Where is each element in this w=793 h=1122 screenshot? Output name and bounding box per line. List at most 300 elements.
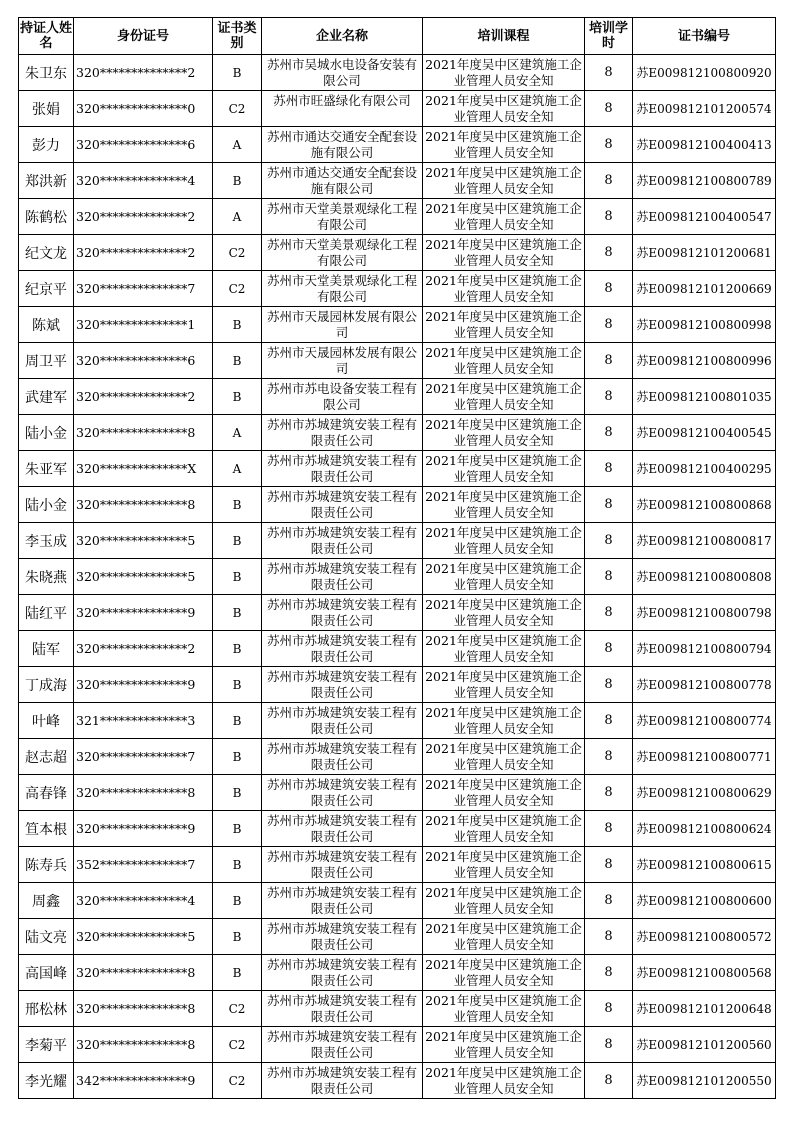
company-name-cell <box>262 559 423 595</box>
training-hours-cell: 8 <box>585 271 633 307</box>
training-course: 2021年度吴中区建筑施工企业管理人员安全知 <box>425 848 582 880</box>
holder-name-cell: 彭力 <box>19 127 74 163</box>
holder-name-cell: 陆小金 <box>19 487 74 523</box>
cert-category-cell: B <box>213 163 262 199</box>
company-name-cell <box>262 739 423 775</box>
company-name: 苏州市苏城建筑安装工程有限责任公司 <box>266 632 417 664</box>
table-row <box>19 883 776 919</box>
header-training-course: 培训课程 <box>423 18 585 55</box>
table-row <box>19 991 776 1027</box>
company-name: 苏州市苏城建筑安装工程有限责任公司 <box>266 992 417 1024</box>
company-name-cell <box>262 271 423 307</box>
company-name-cell <box>262 163 423 199</box>
company-name: 苏州市苏城建筑安装工程有限责任公司 <box>266 776 417 808</box>
table-row <box>19 847 776 883</box>
cert-number-cell: 苏E009812100800998 <box>633 307 776 343</box>
training-hours-cell: 8 <box>585 199 633 235</box>
company-name-cell <box>262 91 423 127</box>
company-name: 苏州市苏城建筑安装工程有限责任公司 <box>266 560 417 592</box>
company-name: 苏州市苏城建筑安装工程有限责任公司 <box>266 524 417 556</box>
company-name: 苏州市苏城建筑安装工程有限责任公司 <box>266 920 417 952</box>
cert-category-cell: A <box>213 199 262 235</box>
table-row <box>19 631 776 667</box>
table-row <box>19 127 776 163</box>
training-course-cell <box>423 919 585 955</box>
cert-category-cell: A <box>213 415 262 451</box>
table-row <box>19 1063 776 1099</box>
training-course: 2021年度吴中区建筑施工企业管理人员安全知 <box>425 524 582 556</box>
id-number-cell: 320**************5 <box>74 919 213 955</box>
company-name-cell <box>262 667 423 703</box>
training-course: 2021年度吴中区建筑施工企业管理人员安全知 <box>425 164 582 196</box>
company-name-cell <box>262 631 423 667</box>
training-hours-cell: 8 <box>585 487 633 523</box>
training-hours-cell: 8 <box>585 379 633 415</box>
cert-number-cell: 苏E009812100800778 <box>633 667 776 703</box>
id-number-cell: 320**************X <box>74 451 213 487</box>
company-name-cell <box>262 199 423 235</box>
cert-category-cell: C2 <box>213 235 262 271</box>
table-row <box>19 307 776 343</box>
id-number-cell: 320**************7 <box>74 739 213 775</box>
cert-category-cell: B <box>213 559 262 595</box>
company-name: 苏州市苏城建筑安装工程有限责任公司 <box>266 416 417 448</box>
holder-name-cell: 赵志超 <box>19 739 74 775</box>
holder-name-cell: 郑洪新 <box>19 163 74 199</box>
table-row <box>19 271 776 307</box>
cert-number-cell: 苏E009812100800774 <box>633 703 776 739</box>
company-name-cell <box>262 379 423 415</box>
id-number-cell: 320**************0 <box>74 91 213 127</box>
cert-category-cell: A <box>213 127 262 163</box>
training-course-cell <box>423 199 585 235</box>
company-name: 苏州市苏城建筑安装工程有限责任公司 <box>266 812 417 844</box>
table-row <box>19 739 776 775</box>
cert-category-cell: B <box>213 379 262 415</box>
holder-name-cell: 高春锋 <box>19 775 74 811</box>
cert-category-cell: B <box>213 847 262 883</box>
table-row <box>19 775 776 811</box>
table-row <box>19 523 776 559</box>
table-row <box>19 415 776 451</box>
training-course-cell <box>423 1063 585 1099</box>
training-course: 2021年度吴中区建筑施工企业管理人员安全知 <box>425 308 582 340</box>
training-course: 2021年度吴中区建筑施工企业管理人员安全知 <box>425 452 582 484</box>
cert-category-cell: C2 <box>213 91 262 127</box>
id-number-cell: 320**************9 <box>74 811 213 847</box>
training-course: 2021年度吴中区建筑施工企业管理人员安全知 <box>425 668 582 700</box>
company-name-cell <box>262 991 423 1027</box>
holder-name-cell: 朱亚军 <box>19 451 74 487</box>
company-name: 苏州市通达交通安全配套设施有限公司 <box>266 164 417 196</box>
cert-number-cell: 苏E009812101200681 <box>633 235 776 271</box>
training-course-cell <box>423 847 585 883</box>
training-course: 2021年度吴中区建筑施工企业管理人员安全知 <box>425 596 582 628</box>
training-course: 2021年度吴中区建筑施工企业管理人员安全知 <box>425 200 582 232</box>
id-number-cell: 320**************4 <box>74 163 213 199</box>
id-number-cell: 320**************7 <box>74 271 213 307</box>
training-hours-cell: 8 <box>585 811 633 847</box>
table-row <box>19 235 776 271</box>
holder-name-cell: 陆军 <box>19 631 74 667</box>
training-hours-cell: 8 <box>585 343 633 379</box>
cert-category-cell: B <box>213 811 262 847</box>
training-course: 2021年度吴中区建筑施工企业管理人员安全知 <box>425 956 582 988</box>
training-hours-cell: 8 <box>585 1027 633 1063</box>
training-hours-cell: 8 <box>585 991 633 1027</box>
company-name: 苏州市天堂美景观绿化工程有限公司 <box>266 200 417 232</box>
id-number-cell: 320**************8 <box>74 775 213 811</box>
cert-number-cell: 苏E009812100800868 <box>633 487 776 523</box>
training-hours-cell: 8 <box>585 631 633 667</box>
training-hours-cell: 8 <box>585 775 633 811</box>
cert-number-cell: 苏E009812100800817 <box>633 523 776 559</box>
holder-name-cell: 陆红平 <box>19 595 74 631</box>
training-course-cell <box>423 775 585 811</box>
cert-category-cell: B <box>213 955 262 991</box>
table-row <box>19 703 776 739</box>
id-number-cell: 320**************8 <box>74 1027 213 1063</box>
id-number-cell: 320**************9 <box>74 667 213 703</box>
training-hours-cell: 8 <box>585 235 633 271</box>
company-name: 苏州市天晟园林发展有限公司 <box>266 308 417 340</box>
training-course-cell <box>423 271 585 307</box>
holder-name-cell: 周卫平 <box>19 343 74 379</box>
company-name-cell <box>262 55 423 91</box>
header-id-number: 身份证号 <box>74 18 213 55</box>
header-holder-name: 持证人姓名 <box>19 18 74 55</box>
table-row <box>19 199 776 235</box>
company-name: 苏州市天晟园林发展有限公司 <box>266 344 417 376</box>
cert-category-cell: C2 <box>213 1027 262 1063</box>
training-hours-cell: 8 <box>585 91 633 127</box>
header-cert-number: 证书编号 <box>633 18 776 55</box>
training-course: 2021年度吴中区建筑施工企业管理人员安全知 <box>425 632 582 664</box>
training-hours-cell: 8 <box>585 667 633 703</box>
training-course: 2021年度吴中区建筑施工企业管理人员安全知 <box>425 272 582 304</box>
holder-name-cell: 笪本根 <box>19 811 74 847</box>
company-name: 苏州市苏城建筑安装工程有限责任公司 <box>266 704 417 736</box>
cert-category-cell: B <box>213 667 262 703</box>
cert-number-cell: 苏E009812100800624 <box>633 811 776 847</box>
certificate-table <box>18 17 776 1099</box>
training-course: 2021年度吴中区建筑施工企业管理人员安全知 <box>425 884 582 916</box>
company-name: 苏州市苏城建筑安装工程有限责任公司 <box>266 740 417 772</box>
cert-number-cell: 苏E009812100801035 <box>633 379 776 415</box>
holder-name-cell: 邢松林 <box>19 991 74 1027</box>
cert-category-cell: B <box>213 595 262 631</box>
cert-category-cell: B <box>213 775 262 811</box>
training-course-cell <box>423 991 585 1027</box>
training-course-cell <box>423 883 585 919</box>
id-number-cell: 320**************9 <box>74 595 213 631</box>
cert-category-cell: C2 <box>213 991 262 1027</box>
id-number-cell: 320**************2 <box>74 631 213 667</box>
holder-name-cell: 陆文亮 <box>19 919 74 955</box>
cert-category-cell: B <box>213 631 262 667</box>
company-name-cell <box>262 415 423 451</box>
cert-category-cell: B <box>213 883 262 919</box>
training-course: 2021年度吴中区建筑施工企业管理人员安全知 <box>425 56 582 88</box>
company-name-cell <box>262 235 423 271</box>
training-hours-cell: 8 <box>585 451 633 487</box>
holder-name-cell: 李光耀 <box>19 1063 74 1099</box>
id-number-cell: 320**************8 <box>74 991 213 1027</box>
company-name: 苏州市苏城建筑安装工程有限责任公司 <box>266 848 417 880</box>
company-name: 苏州市苏电设备安装工程有限公司 <box>266 380 417 412</box>
training-hours-cell: 8 <box>585 1063 633 1099</box>
holder-name-cell: 叶峰 <box>19 703 74 739</box>
training-course: 2021年度吴中区建筑施工企业管理人员安全知 <box>425 128 582 160</box>
company-name: 苏州市天堂美景观绿化工程有限公司 <box>266 236 417 268</box>
company-name-cell <box>262 811 423 847</box>
table-row <box>19 919 776 955</box>
id-number-cell: 352**************7 <box>74 847 213 883</box>
id-number-cell: 320**************2 <box>74 379 213 415</box>
cert-category-cell: B <box>213 919 262 955</box>
company-name: 苏州市苏城建筑安装工程有限责任公司 <box>266 668 417 700</box>
id-number-cell: 320**************2 <box>74 235 213 271</box>
cert-number-cell: 苏E009812101200560 <box>633 1027 776 1063</box>
header-training-hours: 培训学时 <box>585 18 633 55</box>
table-row <box>19 667 776 703</box>
training-course: 2021年度吴中区建筑施工企业管理人员安全知 <box>425 560 582 592</box>
table-row <box>19 343 776 379</box>
cert-category-cell: C2 <box>213 1063 262 1099</box>
training-course: 2021年度吴中区建筑施工企业管理人员安全知 <box>425 92 582 124</box>
training-course-cell <box>423 451 585 487</box>
cert-number-cell: 苏E009812101200574 <box>633 91 776 127</box>
holder-name-cell: 朱卫东 <box>19 55 74 91</box>
cert-category-cell: B <box>213 703 262 739</box>
cert-category-cell: A <box>213 451 262 487</box>
training-course-cell <box>423 703 585 739</box>
training-course-cell <box>423 667 585 703</box>
table-row <box>19 451 776 487</box>
table-row <box>19 163 776 199</box>
holder-name-cell: 高国峰 <box>19 955 74 991</box>
cert-number-cell: 苏E009812100800771 <box>633 739 776 775</box>
cert-number-cell: 苏E009812100800996 <box>633 343 776 379</box>
cert-number-cell: 苏E009812100400413 <box>633 127 776 163</box>
holder-name-cell: 纪文龙 <box>19 235 74 271</box>
id-number-cell: 320**************6 <box>74 343 213 379</box>
company-name-cell <box>262 595 423 631</box>
cert-category-cell: B <box>213 739 262 775</box>
header-company-name: 企业名称 <box>262 18 423 55</box>
training-course-cell <box>423 163 585 199</box>
training-course-cell <box>423 559 585 595</box>
company-name: 苏州市苏城建筑安装工程有限责任公司 <box>266 452 417 484</box>
cert-number-cell: 苏E009812100400547 <box>633 199 776 235</box>
training-course-cell <box>423 739 585 775</box>
id-number-cell: 320**************2 <box>74 55 213 91</box>
cert-number-cell: 苏E009812100800920 <box>633 55 776 91</box>
holder-name-cell: 李菊平 <box>19 1027 74 1063</box>
training-hours-cell: 8 <box>585 415 633 451</box>
training-course: 2021年度吴中区建筑施工企业管理人员安全知 <box>425 776 582 808</box>
training-course-cell <box>423 631 585 667</box>
training-course-cell <box>423 343 585 379</box>
company-name-cell <box>262 955 423 991</box>
table-row <box>19 379 776 415</box>
training-course-cell <box>423 523 585 559</box>
company-name-cell <box>262 127 423 163</box>
cert-number-cell: 苏E009812100800794 <box>633 631 776 667</box>
cert-number-cell: 苏E009812100400545 <box>633 415 776 451</box>
training-hours-cell: 8 <box>585 127 633 163</box>
holder-name-cell: 李玉成 <box>19 523 74 559</box>
table-body <box>19 55 776 1099</box>
training-hours-cell: 8 <box>585 307 633 343</box>
training-course-cell <box>423 955 585 991</box>
company-name-cell <box>262 451 423 487</box>
holder-name-cell: 张娟 <box>19 91 74 127</box>
cert-number-cell: 苏E009812100800568 <box>633 955 776 991</box>
company-name-cell <box>262 487 423 523</box>
company-name-cell <box>262 343 423 379</box>
cert-number-cell: 苏E009812100800798 <box>633 595 776 631</box>
cert-category-cell: B <box>213 487 262 523</box>
company-name-cell <box>262 1027 423 1063</box>
company-name: 苏州市苏城建筑安装工程有限责任公司 <box>266 956 417 988</box>
company-name: 苏州市苏城建筑安装工程有限责任公司 <box>266 884 417 916</box>
holder-name-cell: 陈鹤松 <box>19 199 74 235</box>
training-course: 2021年度吴中区建筑施工企业管理人员安全知 <box>425 920 582 952</box>
company-name-cell <box>262 883 423 919</box>
training-hours-cell: 8 <box>585 739 633 775</box>
id-number-cell: 320**************5 <box>74 559 213 595</box>
id-number-cell: 320**************1 <box>74 307 213 343</box>
cert-category-cell: B <box>213 343 262 379</box>
id-number-cell: 320**************8 <box>74 415 213 451</box>
id-number-cell: 320**************2 <box>74 199 213 235</box>
training-course-cell <box>423 811 585 847</box>
company-name-cell <box>262 847 423 883</box>
table-row <box>19 595 776 631</box>
cert-category-cell: C2 <box>213 271 262 307</box>
training-hours-cell: 8 <box>585 883 633 919</box>
holder-name-cell: 陈寿兵 <box>19 847 74 883</box>
training-hours-cell: 8 <box>585 163 633 199</box>
table-row <box>19 91 776 127</box>
training-hours-cell: 8 <box>585 55 633 91</box>
table-row <box>19 1027 776 1063</box>
training-hours-cell: 8 <box>585 919 633 955</box>
training-course-cell <box>423 1027 585 1063</box>
holder-name-cell: 纪京平 <box>19 271 74 307</box>
table-row <box>19 559 776 595</box>
holder-name-cell: 陆小金 <box>19 415 74 451</box>
training-course: 2021年度吴中区建筑施工企业管理人员安全知 <box>425 488 582 520</box>
company-name: 苏州市苏城建筑安装工程有限责任公司 <box>266 1028 417 1060</box>
holder-name-cell: 武建军 <box>19 379 74 415</box>
header-cert-category: 证书类别 <box>213 18 262 55</box>
table-row <box>19 55 776 91</box>
cert-number-cell: 苏E009812100400295 <box>633 451 776 487</box>
training-course: 2021年度吴中区建筑施工企业管理人员安全知 <box>425 992 582 1024</box>
training-course-cell <box>423 379 585 415</box>
company-name: 苏州市吴城水电设备安装有限公司 <box>266 56 417 88</box>
training-course: 2021年度吴中区建筑施工企业管理人员安全知 <box>425 1028 582 1060</box>
training-course-cell <box>423 595 585 631</box>
id-number-cell: 321**************3 <box>74 703 213 739</box>
training-course-cell <box>423 487 585 523</box>
training-course: 2021年度吴中区建筑施工企业管理人员安全知 <box>425 740 582 772</box>
training-course-cell <box>423 91 585 127</box>
cert-number-cell: 苏E009812101200550 <box>633 1063 776 1099</box>
company-name: 苏州市旺盛绿化有限公司 <box>273 92 411 108</box>
cert-category-cell: B <box>213 523 262 559</box>
cert-number-cell: 苏E009812100800615 <box>633 847 776 883</box>
cert-number-cell: 苏E009812100800808 <box>633 559 776 595</box>
training-course: 2021年度吴中区建筑施工企业管理人员安全知 <box>425 812 582 844</box>
training-course-cell <box>423 307 585 343</box>
company-name: 苏州市苏城建筑安装工程有限责任公司 <box>266 1064 417 1096</box>
table-row <box>19 955 776 991</box>
holder-name-cell: 丁成海 <box>19 667 74 703</box>
training-hours-cell: 8 <box>585 595 633 631</box>
company-name-cell <box>262 307 423 343</box>
training-course: 2021年度吴中区建筑施工企业管理人员安全知 <box>425 416 582 448</box>
table-row <box>19 811 776 847</box>
training-course: 2021年度吴中区建筑施工企业管理人员安全知 <box>425 344 582 376</box>
training-course-cell <box>423 415 585 451</box>
training-course: 2021年度吴中区建筑施工企业管理人员安全知 <box>425 380 582 412</box>
cert-number-cell: 苏E009812100800600 <box>633 883 776 919</box>
training-hours-cell: 8 <box>585 559 633 595</box>
company-name-cell <box>262 523 423 559</box>
training-course-cell <box>423 127 585 163</box>
cert-number-cell: 苏E009812100800629 <box>633 775 776 811</box>
header-row <box>19 18 776 55</box>
training-course: 2021年度吴中区建筑施工企业管理人员安全知 <box>425 704 582 736</box>
holder-name-cell: 陈斌 <box>19 307 74 343</box>
company-name-cell <box>262 1063 423 1099</box>
id-number-cell: 320**************8 <box>74 955 213 991</box>
training-course: 2021年度吴中区建筑施工企业管理人员安全知 <box>425 1064 582 1096</box>
company-name-cell <box>262 919 423 955</box>
training-course-cell <box>423 235 585 271</box>
training-course: 2021年度吴中区建筑施工企业管理人员安全知 <box>425 236 582 268</box>
training-hours-cell: 8 <box>585 847 633 883</box>
cert-number-cell: 苏E009812101200648 <box>633 991 776 1027</box>
company-name: 苏州市通达交通安全配套设施有限公司 <box>266 128 417 160</box>
company-name: 苏州市苏城建筑安装工程有限责任公司 <box>266 488 417 520</box>
company-name: 苏州市天堂美景观绿化工程有限公司 <box>266 272 417 304</box>
company-name: 苏州市苏城建筑安装工程有限责任公司 <box>266 596 417 628</box>
cert-category-cell: B <box>213 55 262 91</box>
cert-number-cell: 苏E009812100800789 <box>633 163 776 199</box>
id-number-cell: 342**************9 <box>74 1063 213 1099</box>
cert-category-cell: B <box>213 307 262 343</box>
id-number-cell: 320**************5 <box>74 523 213 559</box>
training-hours-cell: 8 <box>585 523 633 559</box>
holder-name-cell: 周鑫 <box>19 883 74 919</box>
training-hours-cell: 8 <box>585 703 633 739</box>
cert-number-cell: 苏E009812100800572 <box>633 919 776 955</box>
holder-name-cell: 朱晓燕 <box>19 559 74 595</box>
company-name-cell <box>262 703 423 739</box>
id-number-cell: 320**************4 <box>74 883 213 919</box>
table-row <box>19 487 776 523</box>
id-number-cell: 320**************8 <box>74 487 213 523</box>
training-hours-cell: 8 <box>585 955 633 991</box>
id-number-cell: 320**************6 <box>74 127 213 163</box>
training-course-cell <box>423 55 585 91</box>
cert-number-cell: 苏E009812101200669 <box>633 271 776 307</box>
company-name-cell <box>262 775 423 811</box>
